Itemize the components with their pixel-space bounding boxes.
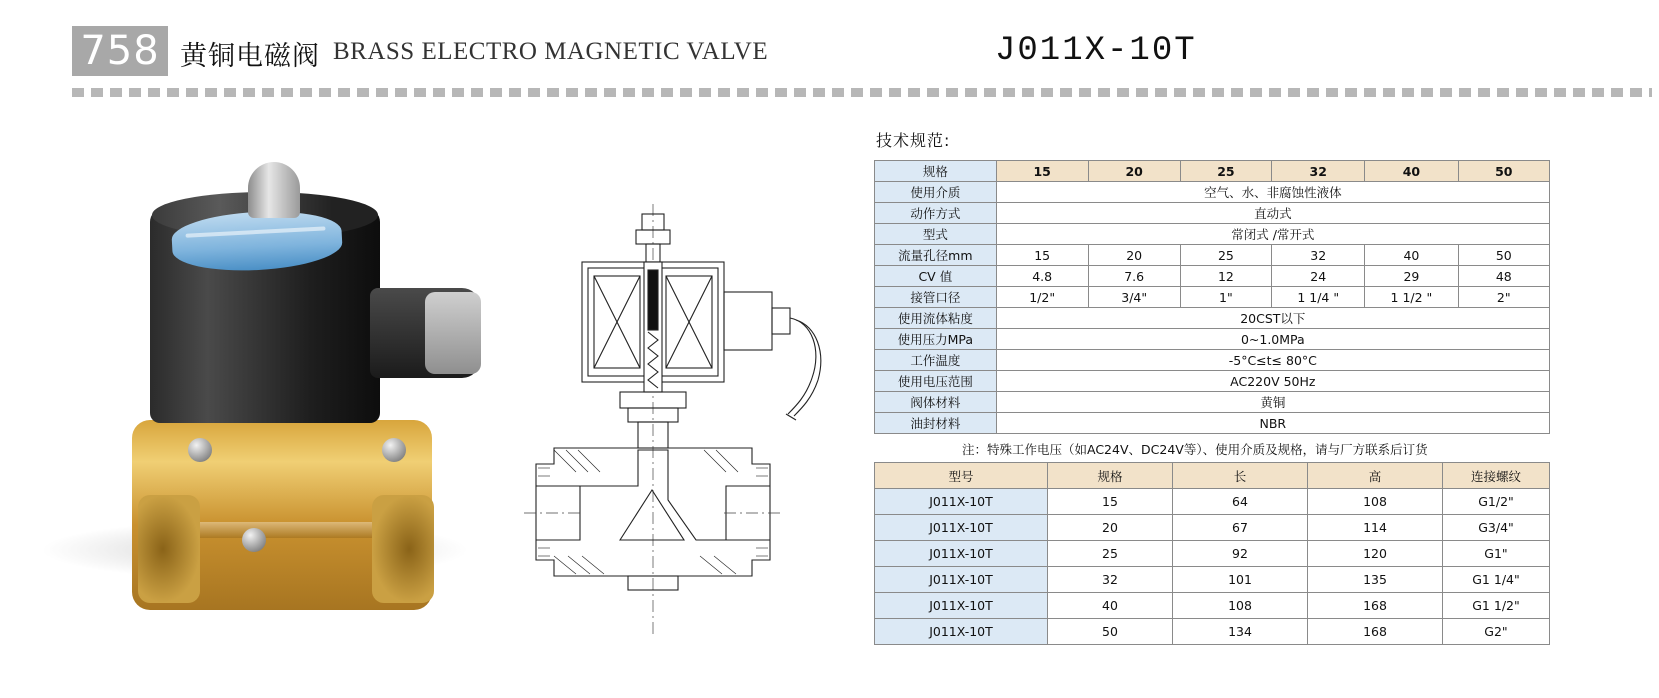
valve-screw: [382, 438, 406, 462]
table-row: [875, 161, 1550, 182]
table-row: [875, 619, 1550, 645]
dims-cell-size: 15: [1048, 489, 1173, 515]
page-number: 758: [72, 26, 168, 76]
table-row: [875, 593, 1550, 619]
header-divider: [72, 88, 1652, 97]
spec-size-20: 20: [1088, 161, 1180, 182]
spec-row-label: 动作方式: [875, 203, 997, 224]
spec-heading: 技术规范:: [876, 131, 951, 150]
dims-col-thread: 连接螺纹: [1443, 463, 1550, 489]
dims-cell-model: J011X-10T: [875, 541, 1048, 567]
dims-cell-length: 134: [1173, 619, 1308, 645]
dims-cell-height: 168: [1308, 619, 1443, 645]
dims-cell-model: J011X-10T: [875, 619, 1048, 645]
dims-cell-model: J011X-10T: [875, 593, 1048, 619]
dims-cell-height: 120: [1308, 541, 1443, 567]
spec-row-label: 油封材料: [875, 413, 997, 434]
spec-row-label: 使用介质: [875, 182, 997, 203]
spec-row-label: 使用电压范围: [875, 371, 997, 392]
table-row: [875, 413, 1550, 434]
spec-cell: 32: [1272, 245, 1365, 266]
dims-cell-height: 114: [1308, 515, 1443, 541]
spec-cell: 40: [1365, 245, 1458, 266]
spec-cell: 25: [1180, 245, 1271, 266]
spec-note: 注：特殊工作电压（如AC24V、DC24V等）、使用介质及规格，请与厂方联系后订货: [962, 442, 1428, 457]
spec-row-value: 空气、水、非腐蚀性液体: [996, 182, 1549, 203]
dimension-table-head: [875, 463, 1550, 489]
dims-cell-length: 92: [1173, 541, 1308, 567]
table-row: [875, 287, 1550, 308]
dims-col-model: 型号: [875, 463, 1048, 489]
spec-row-label: CV 值: [875, 266, 997, 287]
dims-cell-length: 108: [1173, 593, 1308, 619]
spec-cell: 24: [1272, 266, 1365, 287]
page-title-english: BRASS ELECTRO MAGNETIC VALVE: [333, 38, 769, 65]
spec-row-label: 型式: [875, 224, 997, 245]
table-row: [875, 567, 1550, 593]
dims-cell-length: 64: [1173, 489, 1308, 515]
table-row: [875, 266, 1550, 287]
spec-row-label: 使用流体粘度: [875, 308, 997, 329]
spec-row-label: 使用压力MPa: [875, 329, 997, 350]
dims-cell-size: 50: [1048, 619, 1173, 645]
spec-cell: 1 1/2 ": [1365, 287, 1458, 308]
spec-row-value: 直动式: [996, 203, 1549, 224]
valve-port-left: [138, 495, 200, 603]
dims-cell-height: 108: [1308, 489, 1443, 515]
dims-col-size: 规格: [1048, 463, 1173, 489]
dims-cell-size: 25: [1048, 541, 1173, 567]
dims-col-height: 高: [1308, 463, 1443, 489]
spec-cell: 4.8: [996, 266, 1088, 287]
spec-size-40: 40: [1365, 161, 1458, 182]
dims-cell-thread: G1": [1443, 541, 1550, 567]
spec-row-value: 0~1.0MPa: [996, 329, 1549, 350]
dims-cell-thread: G3/4": [1443, 515, 1550, 541]
dims-cell-height: 135: [1308, 567, 1443, 593]
dims-cell-model: J011X-10T: [875, 567, 1048, 593]
table-row: [875, 329, 1550, 350]
spec-cell: 3/4": [1088, 287, 1180, 308]
valve-conduit-ring: [425, 292, 481, 374]
product-photo: [20, 120, 520, 680]
spec-size-15: 15: [996, 161, 1088, 182]
table-row: [875, 392, 1550, 413]
spec-row-label: 流量孔径mm: [875, 245, 997, 266]
spec-row-value: NBR: [996, 413, 1549, 434]
dims-cell-length: 101: [1173, 567, 1308, 593]
dims-cell-size: 32: [1048, 567, 1173, 593]
spec-cell: 20: [1088, 245, 1180, 266]
table-row: [875, 350, 1550, 371]
spec-cell: 48: [1458, 266, 1549, 287]
dims-cell-thread: G1 1/4": [1443, 567, 1550, 593]
page-header: [0, 0, 1659, 92]
table-row: [875, 224, 1550, 245]
table-row: [875, 489, 1550, 515]
table-row: [875, 182, 1550, 203]
dimension-table: [874, 462, 1550, 645]
valve-screw: [188, 438, 212, 462]
table-row: [875, 203, 1550, 224]
table-row: [875, 371, 1550, 392]
dims-cell-thread: G2": [1443, 619, 1550, 645]
dims-cell-model: J011X-10T: [875, 489, 1048, 515]
spec-size-32: 32: [1272, 161, 1365, 182]
valve-port-right: [372, 495, 434, 603]
table-row: [875, 308, 1550, 329]
table-row: [875, 245, 1550, 266]
valve-top-nut: [248, 162, 300, 218]
spec-cell: 7.6: [1088, 266, 1180, 287]
technical-spec-table: [874, 160, 1550, 434]
spec-cell: 12: [1180, 266, 1271, 287]
dims-cell-size: 40: [1048, 593, 1173, 619]
spec-size-25: 25: [1180, 161, 1271, 182]
spec-cell: 15: [996, 245, 1088, 266]
dims-cell-height: 168: [1308, 593, 1443, 619]
dims-cell-model: J011X-10T: [875, 515, 1048, 541]
valve-screw: [242, 528, 266, 552]
dims-cell-thread: G1 1/2": [1443, 593, 1550, 619]
dims-col-length: 长: [1173, 463, 1308, 489]
spec-row-label: 工作温度: [875, 350, 997, 371]
spec-size-header: 规格: [875, 161, 997, 182]
spec-cell: 50: [1458, 245, 1549, 266]
page-title-chinese: 黄铜电磁阀: [180, 41, 320, 72]
spec-row-value: 黄铜: [996, 392, 1549, 413]
table-row: [875, 541, 1550, 567]
spec-cell: 1 1/4 ": [1272, 287, 1365, 308]
spec-row-value: AC220V 50Hz: [996, 371, 1549, 392]
dimension-table-body: [875, 489, 1550, 645]
model-code-title: J011X-10T: [995, 32, 1197, 70]
dims-cell-length: 67: [1173, 515, 1308, 541]
spec-cell: 2": [1458, 287, 1549, 308]
table-row: [875, 515, 1550, 541]
spec-table-body: [875, 161, 1550, 434]
spec-cell: 1/2": [996, 287, 1088, 308]
spec-size-50: 50: [1458, 161, 1549, 182]
dims-cell-size: 20: [1048, 515, 1173, 541]
table-row: [875, 463, 1550, 489]
spec-row-label: 接管口径: [875, 287, 997, 308]
dims-cell-thread: G1/2": [1443, 489, 1550, 515]
spec-cell: 29: [1365, 266, 1458, 287]
spec-cell: 1": [1180, 287, 1271, 308]
spec-row-value: -5°C≤t≤ 80°C: [996, 350, 1549, 371]
spec-row-label: 阀体材料: [875, 392, 997, 413]
cross-section-svg: [520, 200, 850, 640]
spec-row-value: 常闭式 /常开式: [996, 224, 1549, 245]
cross-section-drawing: [520, 200, 850, 640]
spec-row-value: 20CST以下: [996, 308, 1549, 329]
